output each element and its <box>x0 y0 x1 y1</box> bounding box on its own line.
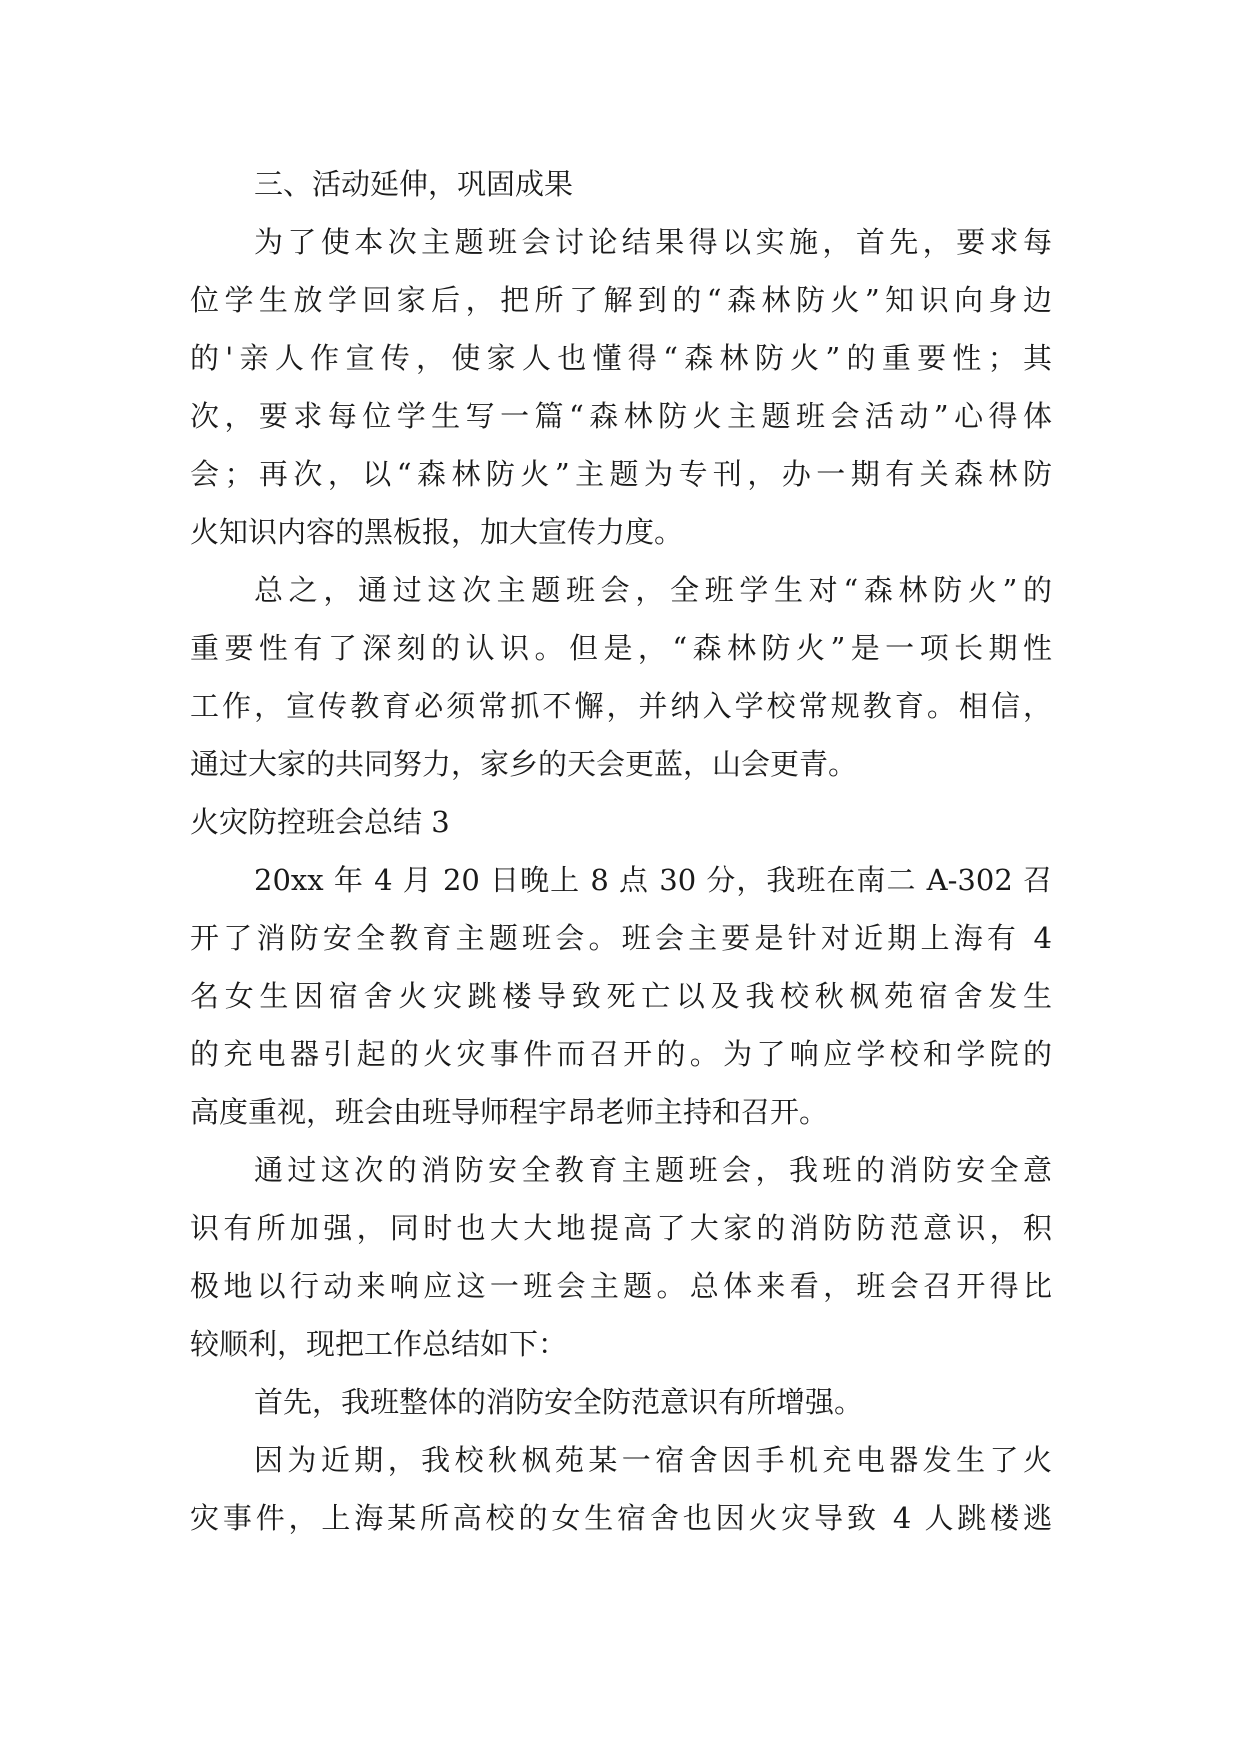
paragraph-line: 总之，通过这次主题班会，全班学生对“森林防火”的 <box>254 573 1052 607</box>
paragraph-line: 次，要求每位学生写一篇“森林防火主题班会活动”心得体 <box>190 399 1052 433</box>
document-body <box>190 155 1052 1547</box>
paragraph-line: 的'亲人作宣传，使家人也懂得“森林防火”的重要性；其 <box>190 341 1052 375</box>
paragraph-line: 开了消防安全教育主题班会。班会主要是针对近期上海有 4 <box>190 921 1052 955</box>
paragraph-line: 重要性有了深刻的认识。但是，“森林防火”是一项长期性 <box>190 631 1052 665</box>
paragraph-line: 会；再次，以“森林防火”主题为专刊，办一期有关森林防 <box>190 457 1052 491</box>
paragraph-line: 因为近期，我校秋枫苑某一宿舍因手机充电器发生了火 <box>254 1443 1052 1477</box>
paragraph-line: 识有所加强，同时也大大地提高了大家的消防防范意识，积 <box>190 1211 1052 1245</box>
paragraph-line: 首先，我班整体的消防安全防范意识有所增强。 <box>254 1385 864 1419</box>
paragraph-line: 通过大家的共同努力，家乡的天会更蓝，山会更青。 <box>190 747 858 781</box>
paragraph-line: 较顺利，现把工作总结如下： <box>190 1327 568 1361</box>
paragraph-line: 通过这次的消防安全教育主题班会，我班的消防安全意 <box>254 1153 1052 1187</box>
paragraph-line: 为了使本次主题班会讨论结果得以实施，首先，要求每 <box>254 225 1052 259</box>
paragraph-line: 的充电器引起的火灾事件而召开的。为了响应学校和学院的 <box>190 1037 1052 1071</box>
paragraph-line: 20xx 年 4 月 20 日晚上 8 点 30 分，我班在南二 A-302 召 <box>254 863 1052 897</box>
paragraph-line: 名女生因宿舍火灾跳楼导致死亡以及我校秋枫苑宿舍发生 <box>190 979 1052 1013</box>
section-heading: 三、活动延伸，巩固成果 <box>254 167 574 201</box>
section-title: 火灾防控班会总结 3 <box>190 805 450 839</box>
paragraph-line: 灾事件，上海某所高校的女生宿舍也因火灾导致 4 人跳楼逃 <box>190 1501 1052 1535</box>
paragraph-line: 火知识内容的黑板报，加大宣传力度。 <box>190 515 684 549</box>
paragraph-line: 位学生放学回家后，把所了解到的“森林防火”知识向身边 <box>190 283 1052 317</box>
paragraph-line: 高度重视，班会由班导师程宇昂老师主持和召开。 <box>190 1095 829 1129</box>
paragraph-line: 工作，宣传教育必须常抓不懈，并纳入学校常规教育。相信， <box>190 689 1052 723</box>
paragraph-line: 极地以行动来响应这一班会主题。总体来看，班会召开得比 <box>190 1269 1052 1303</box>
